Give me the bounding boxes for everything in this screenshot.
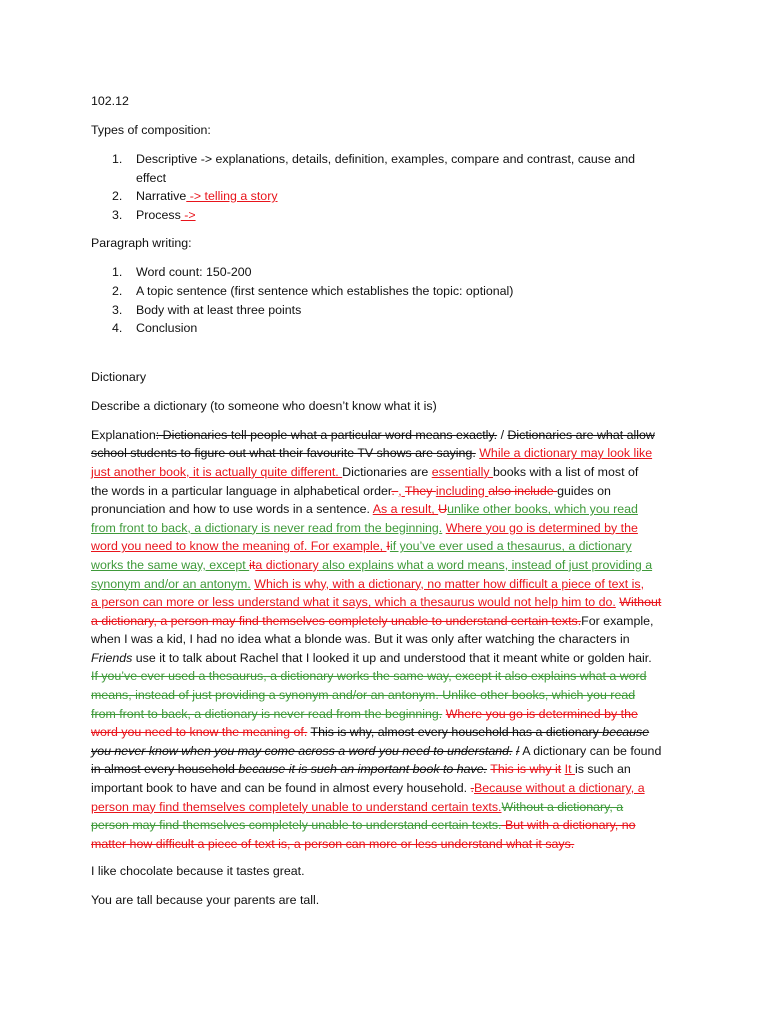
body-text: guides on [557, 483, 611, 498]
explanation-line [91, 612, 691, 631]
prompt-text: Describe a dictionary (to someone who doesn’t know what it is) [91, 398, 437, 413]
list-text: Process [136, 207, 181, 222]
revision-red: As a result, [372, 502, 439, 517]
body-text: pronunciation and how to use words in a sentence. [91, 502, 373, 517]
revision-red: This is why it [490, 762, 562, 777]
revision-red: Where you go is determined by the [445, 520, 638, 535]
revision-red: , [398, 483, 405, 498]
inserted-text: -> telling a story [186, 189, 278, 204]
composition-list [91, 150, 691, 224]
body-text: Friends [91, 650, 133, 665]
list-item [91, 301, 691, 320]
paragraph-writing-heading: Paragraph writing: [91, 236, 192, 251]
revision-green: Without a dictionary, a [501, 799, 624, 814]
explanation-line [91, 519, 691, 538]
revision-red: just another book, it is actually quite different. [91, 464, 343, 479]
explanation-line [91, 463, 691, 482]
revision-red: including [435, 483, 489, 498]
revision-red: While a dictionary may look like [479, 446, 653, 461]
explanation-line [91, 705, 691, 724]
list-number: 2. [112, 283, 123, 298]
list-text: Body with at least three points [136, 302, 302, 317]
list-text: Conclusion [136, 321, 198, 336]
body-text: / [515, 743, 520, 758]
explanation-line [91, 575, 691, 594]
explanation-line [91, 444, 691, 463]
body-text: school students to figure out what their favourite TV shows are saying. [91, 446, 476, 461]
composition-heading: Types of composition: [91, 123, 211, 137]
body-text: use it to talk about Rachel that I looked it up and understood that it meant white or golden hair. [132, 650, 652, 665]
revision-green: If you’ve ever used a thesaurus, a dictionary works the same way, except it also explains what a word [91, 669, 647, 684]
revision-red: Where you go is determined by the [445, 706, 638, 721]
revision-red: it [249, 557, 256, 572]
revision-green: synonym and/or an antonym. [91, 576, 251, 591]
list-text: Narrative [136, 189, 187, 204]
explanation-line [91, 593, 691, 612]
body-text: / [497, 427, 508, 442]
revision-red: matter how difficult a piece of text is, a person can more or less understand what it says. [91, 836, 575, 851]
body-text: important book to have and can be found in almost every household. [91, 781, 471, 796]
list-text: Word count: 150-200 [136, 265, 252, 280]
body-text: books with a list of most of [493, 464, 639, 479]
revision-red: But with a dictionary, no [501, 818, 636, 833]
list-item [91, 206, 691, 225]
list-text-continuation: effect [136, 170, 167, 185]
explanation-line [91, 723, 691, 742]
revision-red: It [564, 762, 575, 777]
revision-red: Which is why, with a dictionary, no matter how difficult a piece of text is, [254, 576, 645, 591]
list-text: A topic sentence (first sentence which establishes the topic: optional) [136, 283, 514, 298]
explanation-line [91, 798, 691, 817]
revision-red: . [470, 781, 474, 796]
revision-red: U [438, 502, 448, 517]
revision-red: word you need to know the meaning of. [91, 725, 308, 740]
list-text: Descriptive -> explanations, details, definition, examples, compare and contrast, cause and [136, 152, 635, 166]
explanation-paragraph [91, 426, 691, 854]
body-text: For example, [581, 613, 654, 628]
revision-red: Without [619, 595, 662, 610]
body-text: Explanation [91, 427, 156, 442]
inserted-text: -> [180, 207, 196, 222]
list-item [91, 319, 691, 338]
revision-red: word you need to know the meaning of. For example, [91, 539, 387, 554]
revision-red: a dictionary [255, 557, 319, 572]
explanation-line [91, 667, 691, 686]
revision-red: They [404, 483, 436, 498]
list-item [91, 187, 691, 206]
body-text: Dictionaries are what allow [507, 427, 655, 442]
explanation-line [91, 779, 691, 798]
document-id: 102.12 [91, 94, 129, 108]
revision-red: essentially [431, 464, 493, 479]
explanation-line [91, 686, 691, 705]
list-number: 4. [112, 321, 123, 336]
body-text: This is why, almost every household has a dictionary [310, 725, 603, 740]
document-page [91, 92, 691, 910]
explanation-line [91, 482, 691, 501]
body-text: because it is such an important book to have. [238, 762, 488, 777]
explanation-line [91, 537, 691, 556]
explanation-line [91, 556, 691, 575]
list-number: 1. [112, 265, 123, 280]
list-item [91, 263, 691, 282]
explanation-line [91, 742, 691, 761]
body-text: when I was a kid, I had no idea what a blonde was. But it was only after watching the characters in [91, 632, 630, 647]
explanation-line [91, 760, 691, 779]
list-item [91, 282, 691, 301]
explanation-line [91, 500, 691, 519]
revision-red: person may find themselves completely unable to understand certain texts. [91, 799, 502, 814]
body-text: : Dictionaries tell people what a particular word means exactly. [155, 427, 498, 442]
example-sentence: You are tall because your parents are tall. [91, 893, 320, 908]
explanation-line [91, 649, 691, 668]
revision-red: Because without a dictionary, a [474, 781, 645, 796]
explanation-line [91, 426, 691, 445]
paragraph-writing-list [91, 263, 691, 337]
section-title: Dictionary [91, 369, 147, 384]
revision-green: person may find themselves completely unable to understand certain texts. [91, 818, 502, 833]
revision-red: a person can more or less understand what it says, which a thesaurus would not help him to do. [91, 595, 616, 610]
body-text: in almost every household [91, 762, 239, 777]
body-text: the words in a particular language in alphabetical order [91, 483, 392, 498]
list-number: 2. [112, 189, 123, 204]
body-text: is such an [574, 762, 631, 777]
body-text: because [602, 725, 650, 740]
example-sentence: I like chocolate because it tastes great. [91, 864, 305, 879]
revision-green: from front to back, a dictionary is never read from the beginning. [91, 706, 443, 721]
revision-green: means, instead of just providing a synonym and/or an antonym. Unlike other books, which you read [91, 688, 636, 703]
revision-green: also explains what a word means, instead of just providing a [318, 557, 653, 572]
explanation-line [91, 630, 691, 649]
revision-red: . [391, 483, 399, 498]
revision-red: I [386, 539, 390, 554]
list-item [91, 150, 691, 187]
body-text: you never know when you may come across a word you need to understand. [91, 743, 513, 758]
revision-red: also include [488, 483, 558, 498]
revision-red: a dictionary, a person may find themselves completely unable to understand certain texts. [91, 613, 582, 628]
revision-green: if you’ve ever used a thesaurus, a dictionary [389, 539, 632, 554]
explanation-line [91, 835, 691, 854]
list-number: 3. [112, 302, 123, 317]
revision-green: unlike other books, which you read [447, 502, 638, 517]
revision-green: works the same way, except [91, 557, 250, 572]
explanation-line [91, 816, 691, 835]
body-text: Dictionaries are [342, 464, 432, 479]
list-number: 3. [112, 207, 123, 222]
revision-green: from front to back, a dictionary is never read from the beginning. [91, 520, 443, 535]
list-number: 1. [112, 152, 123, 166]
body-text: A dictionary can be found [519, 743, 662, 758]
